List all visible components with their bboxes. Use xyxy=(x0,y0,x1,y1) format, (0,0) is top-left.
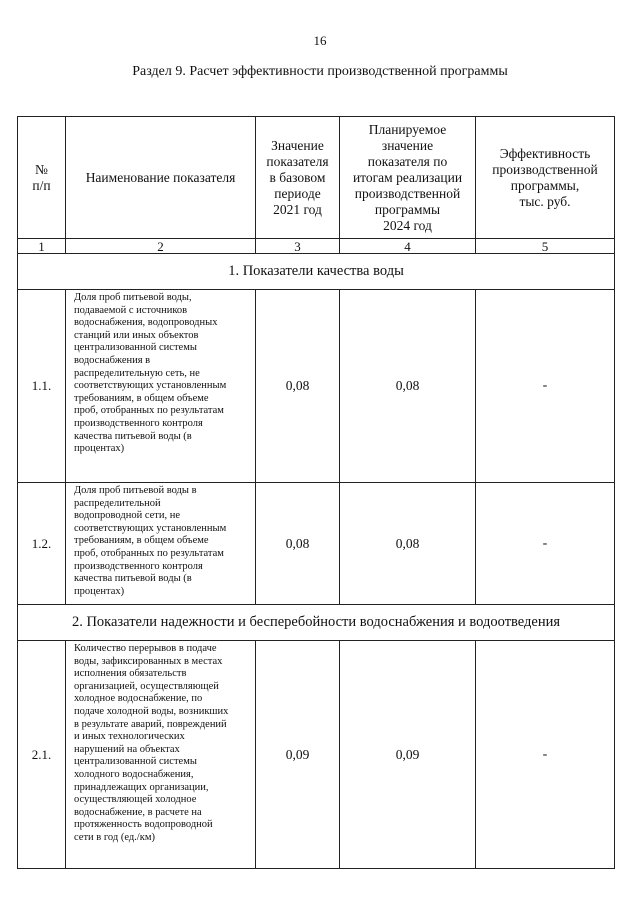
base-value: 0,08 xyxy=(256,483,340,605)
planned-value: 0,08 xyxy=(340,290,476,483)
indicator-name: Доля проб питьевой воды в распределительной водопроводной сети, не соответствующих установленным требованиям, в общем объеме проб, отобранных по результатам производственного контроля качества питьевой воды (в процентах) xyxy=(66,483,256,605)
group-title-reliability: 2. Показатели надежности и бесперебойности водоснабжения и водоотведения xyxy=(18,605,615,641)
header-efficiency: Эффективность производственной программы, тыс. руб. xyxy=(476,117,615,239)
column-number: 3 xyxy=(256,239,340,254)
group-title-water-quality: 1. Показатели качества воды xyxy=(18,254,615,290)
efficiency-value: - xyxy=(476,483,615,605)
section-title: Раздел 9. Расчет эффективности производственной программы xyxy=(132,64,508,79)
row-number: 2.1. xyxy=(18,641,66,869)
table-row xyxy=(18,290,615,483)
column-number: 1 xyxy=(18,239,66,254)
planned-value: 0,08 xyxy=(340,483,476,605)
page-number: 16 xyxy=(313,33,327,48)
row-number: 1.1. xyxy=(18,290,66,483)
group-header-row xyxy=(18,605,615,641)
column-number: 5 xyxy=(476,239,615,254)
header-planned-value: Планируемое значение показателя по итогам реализации производственной программы 2024 год xyxy=(340,117,476,239)
base-value: 0,08 xyxy=(256,290,340,483)
indicator-name: Доля проб питьевой воды, подаваемой с источников водоснабжения, водопроводных станций или иных объектов централизованной системы водоснабжения в распределительную сеть, не соответствующих установленным требованиям, в общем объеме проб, отобранных по результатам производственного контроля качества питьевой воды (в процентах) xyxy=(66,290,256,483)
efficiency-value: - xyxy=(476,641,615,869)
row-number: 1.2. xyxy=(18,483,66,605)
header-number: № п/п xyxy=(18,117,66,239)
header-base-value: Значение показателя в базовом периоде 2021 год xyxy=(256,117,340,239)
column-number-row xyxy=(18,239,615,254)
table-row xyxy=(18,483,615,605)
header-indicator-name: Наименование показателя xyxy=(66,117,256,239)
column-number: 2 xyxy=(66,239,256,254)
column-number: 4 xyxy=(340,239,476,254)
table-row xyxy=(18,641,615,869)
indicator-name: Количество перерывов в подаче воды, зафиксированных в местах исполнения обязательств организацией, осуществляющей холодное водоснабжение, по подаче холодной воды, возникших в результате аварий, повреждений и иных технологических нарушений на объектах централизованной системы холодного водоснабжения, принадлежащих организации, осуществляющей холодное водоснабжение, в расчете на протяженность водопроводной сети в год (ед./км) xyxy=(66,641,256,869)
efficiency-value: - xyxy=(476,290,615,483)
efficiency-table xyxy=(17,116,615,869)
planned-value: 0,09 xyxy=(340,641,476,869)
group-header-row xyxy=(18,254,615,290)
base-value: 0,09 xyxy=(256,641,340,869)
